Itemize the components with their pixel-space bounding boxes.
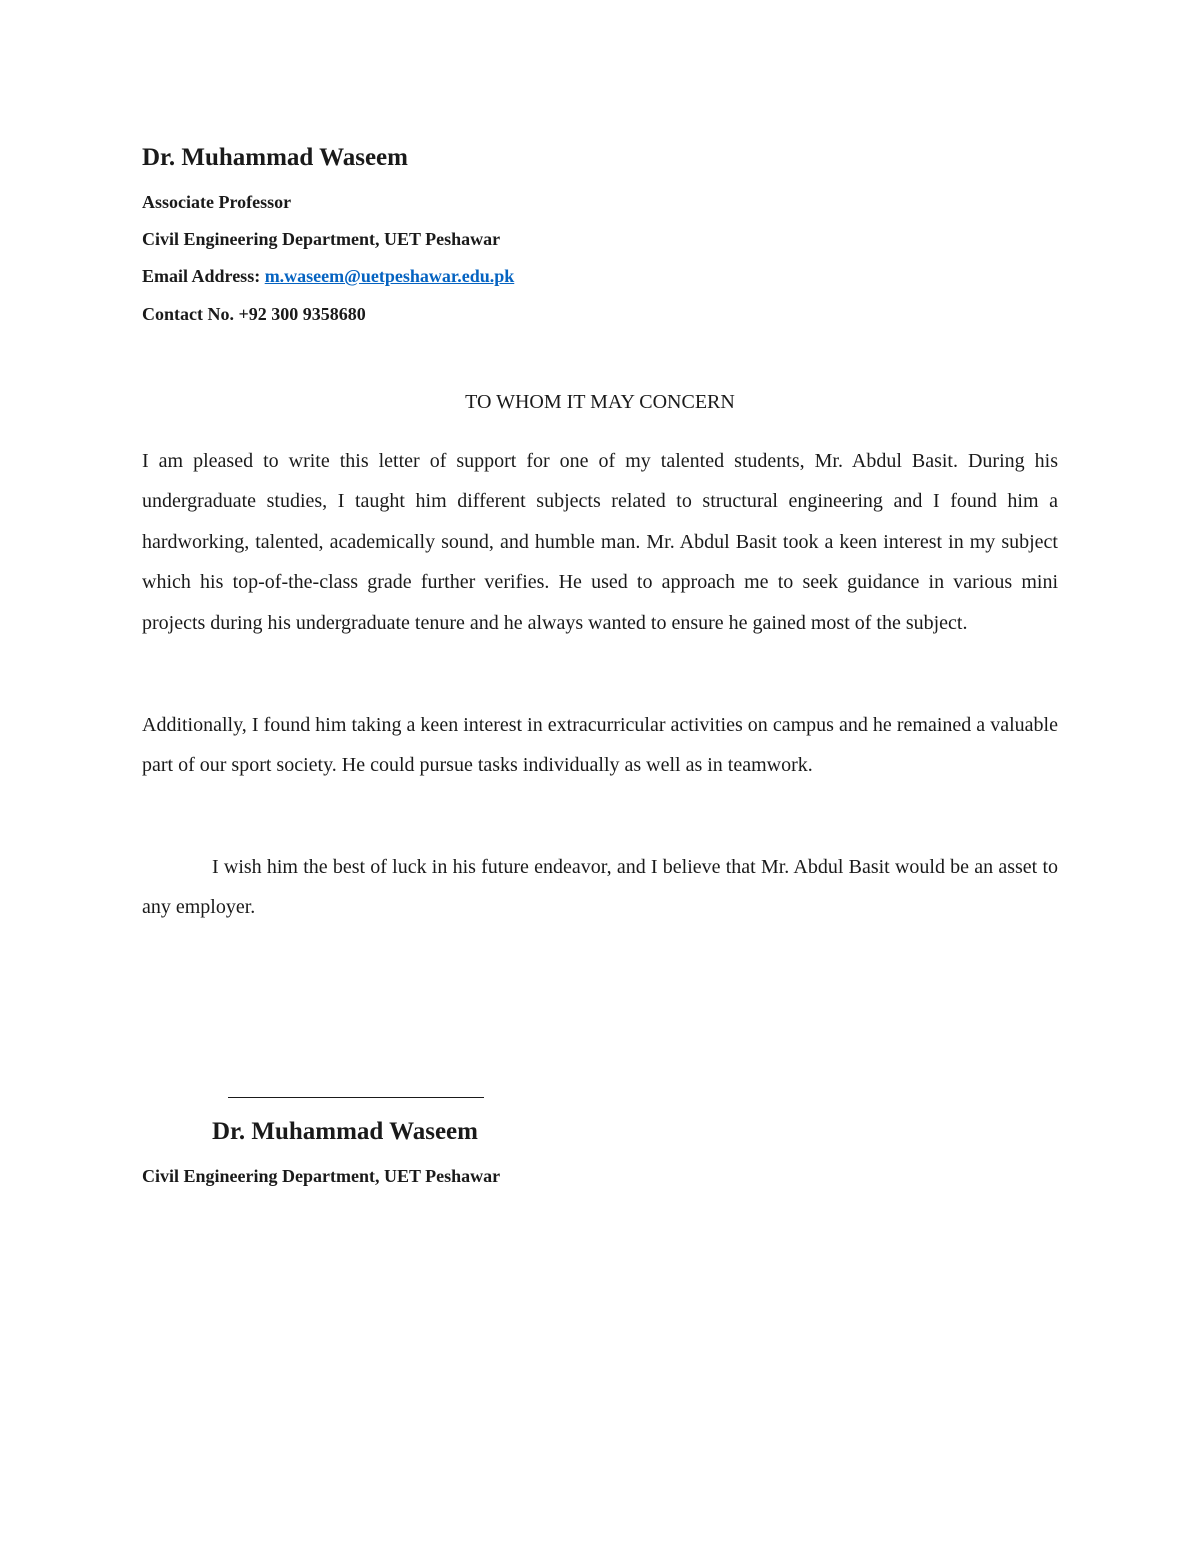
body-paragraph-2: Additionally, I found him taking a keen interest in extracurricular activities on campus and he remained a valuable part of our sport society. He could pursue tasks individually as well as in teamwork. [142,714,1058,777]
sender-email-line [142,264,514,288]
signature-department: Civil Engineering Department, UET Peshawar [142,1166,501,1186]
email-link[interactable]: m.waseem@uetpeshawar.edu.pk [264,266,515,286]
salutation-heading: TO WHOM IT MAY CONCERN [465,391,735,413]
signature-name: Dr. Muhammad Waseem [212,1118,478,1145]
sender-title: Associate Professor [142,192,292,212]
body-paragraph-1: I am pleased to write this letter of support for one of my talented students, Mr. Abdul Basit. During his undergraduate studies, I taught him different subjects related to structural engineering and I found him a hardworking, talented, academically sound, and humble man. Mr. Abdul Basit took a keen interest in my subject which his top-of-the-class grade further verifies. He used to approach me to seek guidance in various mini projects during his undergraduate tenure and he always wanted to ensure he gained most of the subject. [142,450,1058,634]
sender-name: Dr. Muhammad Waseem [142,144,408,171]
sender-contact: Contact No. +92 300 9358680 [142,304,366,324]
signature-line [228,1097,484,1098]
body-paragraph-3: I wish him the best of luck in his future endeavor, and I believe that Mr. Abdul Basit would be an asset to any employer. [142,856,1058,919]
email-label: Email Address: [142,266,265,286]
sender-department: Civil Engineering Department, UET Peshawar [142,229,501,249]
